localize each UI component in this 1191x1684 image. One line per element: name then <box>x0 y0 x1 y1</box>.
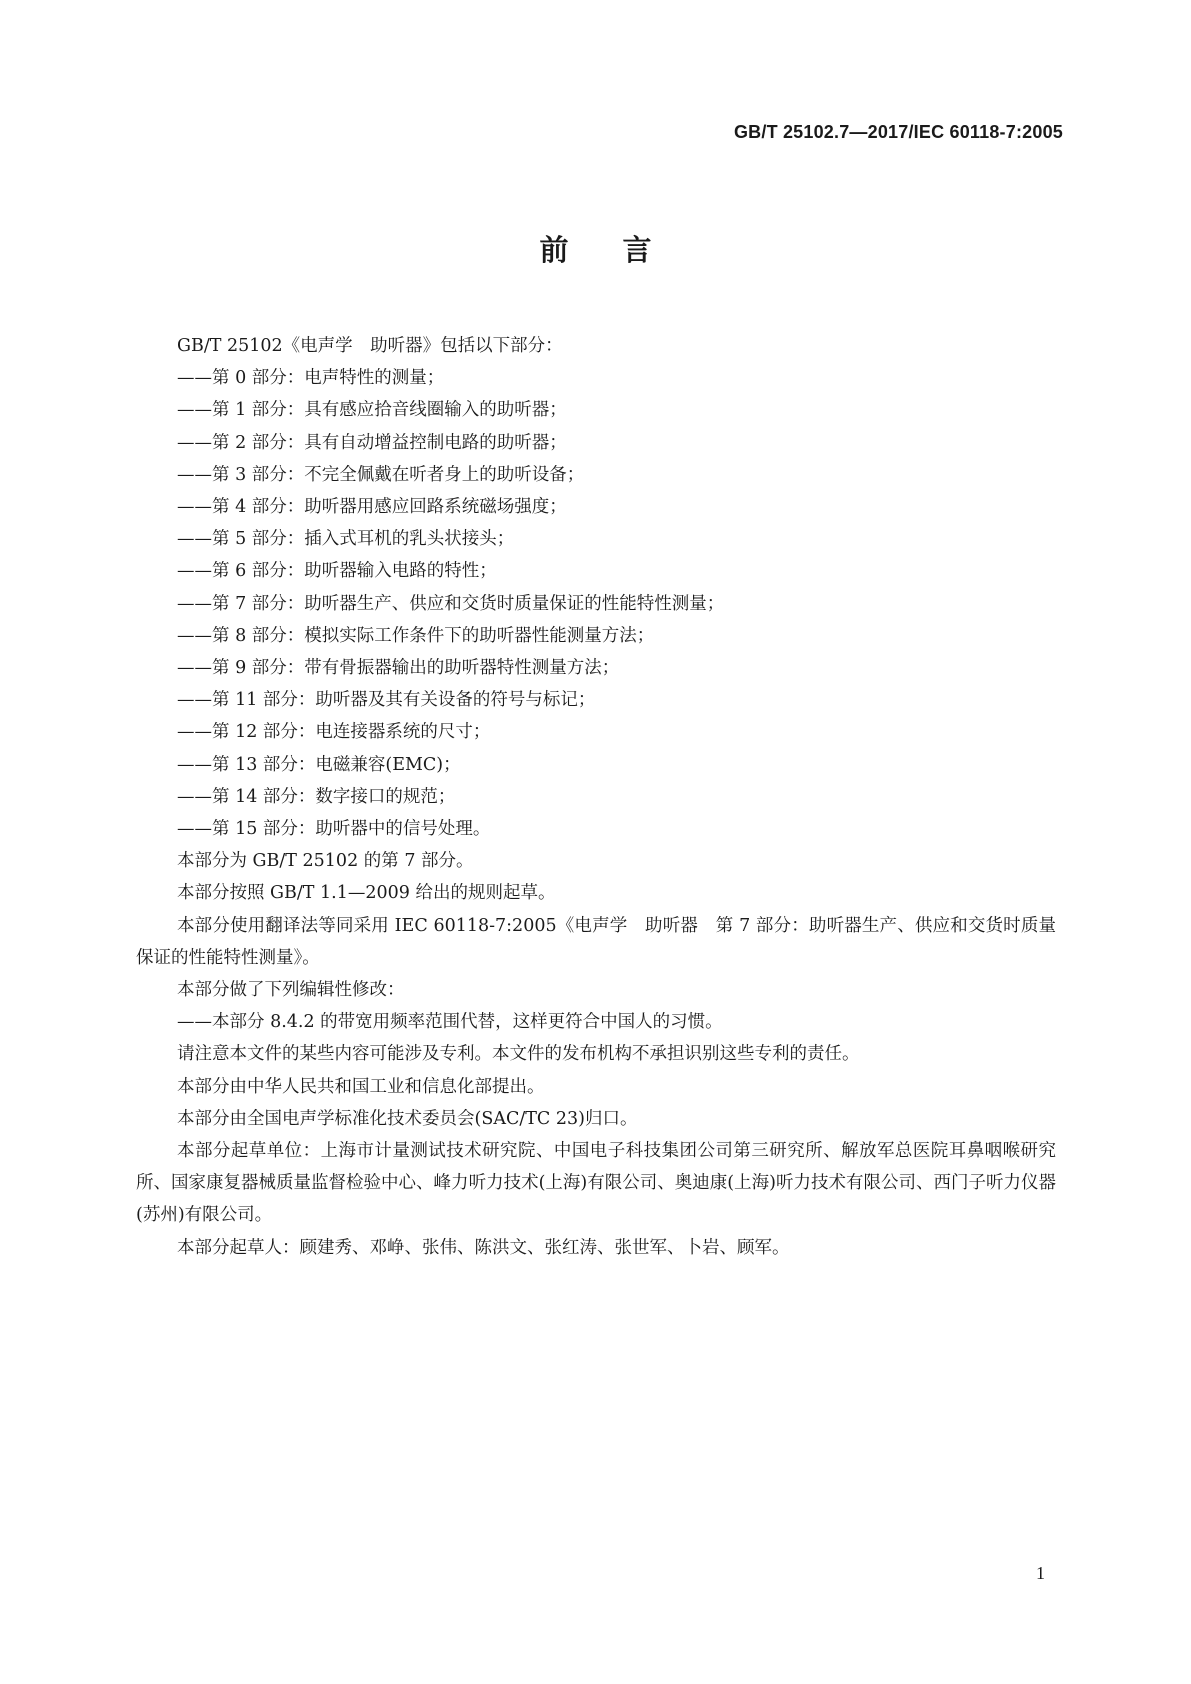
list-item: ——第 13 部分：电磁兼容(EMC)； <box>177 754 461 775</box>
list-item: ——第 3 部分：不完全佩戴在听者身上的助听设备； <box>177 464 585 485</box>
paragraph: 本部分起草单位：上海市计量测试技术研究院、中国电子科技集团公司第三研究所、解放军总医院耳鼻咽喉研究所、国家康复器械质量监督检验中心、峰力听力技术(上海)有限公司、奥迪康(上海)听力技术有限公司、西门子听力仪器(苏州)有限公司。 <box>136 1141 1056 1226</box>
list-item: ——第 4 部分：助听器用感应回路系统磁场强度； <box>177 497 567 518</box>
page-title: 前言 <box>539 233 706 267</box>
paragraph: 本部分做了下列编辑性修改： <box>177 980 405 1001</box>
paragraph: 本部分使用翻译法等同采用 IEC 60118-7:2005《电声学 助听器 第 7 部分：助听器生产、供应和交货时质量保证的性能特性测量》。 <box>136 915 1056 968</box>
list-item: ——第 12 部分：电连接器系统的尺寸； <box>177 722 491 743</box>
list-item: ——第 2 部分：具有自动增益控制电路的助听器； <box>177 432 567 453</box>
page-number: 1 <box>1036 1563 1045 1583</box>
list-item: ——第 7 部分：助听器生产、供应和交货时质量保证的性能特性测量； <box>177 593 725 614</box>
paragraph: 本部分由中华人民共和国工业和信息化部提出。 <box>177 1076 545 1097</box>
standard-number: GB/T 25102.7—2017/IEC 60118-7:2005 <box>733 122 1063 142</box>
paragraph: 本部分起草人：顾建秀、邓峥、张伟、陈洪文、张红涛、张世军、卜岩、顾军。 <box>177 1237 790 1258</box>
list-item: ——第 11 部分：助听器及其有关设备的符号与标记； <box>177 690 596 711</box>
list-item: ——第 9 部分：带有骨振器输出的助听器特性测量方法； <box>177 658 620 679</box>
paragraph: 本部分为 GB/T 25102 的第 7 部分。 <box>177 851 474 872</box>
paragraph: 本部分由全国电声学标准化技术委员会(SAC/TC 23)归口。 <box>177 1108 638 1129</box>
list-item: ——第 1 部分：具有感应拾音线圈输入的助听器； <box>177 400 567 421</box>
list-item: ——第 14 部分：数字接口的规范； <box>177 786 456 807</box>
list-item: ——第 5 部分：插入式耳机的乳头状接头； <box>177 529 515 550</box>
paragraph: GB/T 25102《电声学 助听器》包括以下部分： <box>177 336 563 356</box>
paragraph: 请注意本文件的某些内容可能涉及专利。本文件的发布机构不承担识别这些专利的责任。 <box>177 1044 860 1065</box>
list-item: ——第 15 部分：助听器中的信号处理。 <box>177 819 491 840</box>
list-item: ——本部分 8.4.2 的带宽用频率范围代替，这样更符合中国人的习惯。 <box>177 1012 723 1033</box>
paragraph: 本部分按照 GB/T 1.1—2009 给出的规则起草。 <box>177 883 556 904</box>
document-body <box>136 330 1056 1264</box>
list-item: ——第 8 部分：模拟实际工作条件下的助听器性能测量方法； <box>177 625 655 646</box>
list-item: ——第 0 部分：电声特性的测量； <box>177 368 445 389</box>
list-item: ——第 6 部分：助听器输入电路的特性； <box>177 561 497 582</box>
